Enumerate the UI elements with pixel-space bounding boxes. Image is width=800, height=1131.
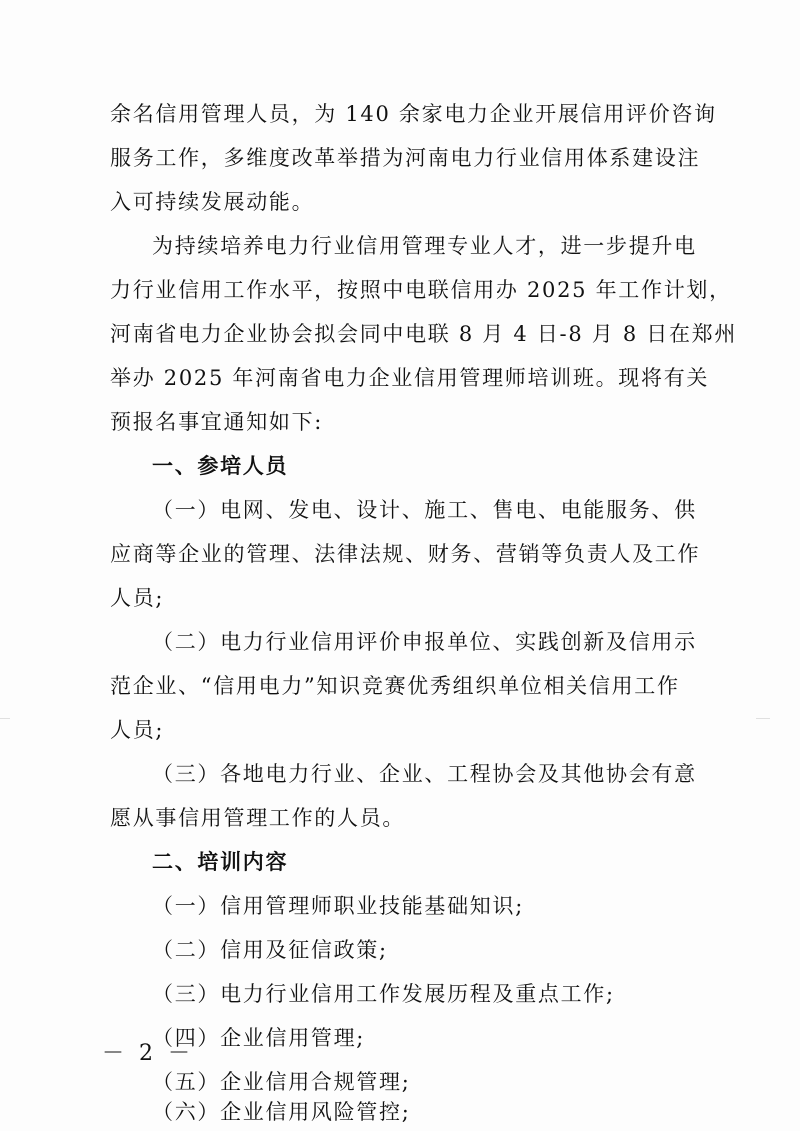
body-text-line: 入可持续发展动能。 [110,190,315,214]
body-text-line: 人员; [110,718,165,742]
body-text-line: 河南省电力企业协会拟会同中电联 8 月 4 日-8 月 8 日在郑州 [110,322,738,346]
list-item: （四）企业信用管理; [152,1026,366,1050]
body-text-line: （一）电网、发电、设计、施工、售电、电能服务、供 [152,498,697,522]
list-item: （六）企业信用风险管控; [152,1100,411,1124]
body-text-line: 余名信用管理人员，为 140 余家电力企业开展信用评价咨询 [110,102,717,126]
scan-edge-mark-left [0,718,10,719]
body-text-line: 服务工作，多维度改革举措为河南电力行业信用体系建设注 [110,146,701,170]
body-text-line: 范企业、“信用电力”知识竞赛优秀组织单位相关信用工作 [110,674,680,698]
body-text-line: 人员; [110,586,165,610]
body-text-line: 愿从事信用管理工作的人员。 [110,806,406,830]
body-text-line: 力行业信用工作水平，按照中电联信用办 2025 年工作计划， [110,278,732,302]
page-number: － 2 － [102,1041,194,1066]
body-text-line: 举办 2025 年河南省电力企业信用管理师培训班。现将有关 [110,366,710,390]
section-heading-participants: 一、参培人员 [152,454,289,478]
scan-edge-mark-right [756,718,770,719]
list-item: （五）企业信用合规管理; [152,1070,411,1094]
list-item: （二）信用及征信政策; [152,938,388,962]
list-item: （一）信用管理师职业技能基础知识; [152,894,524,918]
body-text-line: 应商等企业的管理、法律法规、财务、营销等负责人及工作 [110,542,701,566]
body-text-line: （二）电力行业信用评价申报单位、实践创新及信用示 [152,630,697,654]
body-text-line: 为持续培养电力行业信用管理专业人才，进一步提升电 [152,234,697,258]
body-text-line: （三）各地电力行业、企业、工程协会及其他协会有意 [152,762,697,786]
body-text-line: 预报名事宜通知如下: [110,410,324,434]
list-item: （三）电力行业信用工作发展历程及重点工作; [152,982,615,1006]
section-heading-training-content: 二、培训内容 [152,850,289,874]
